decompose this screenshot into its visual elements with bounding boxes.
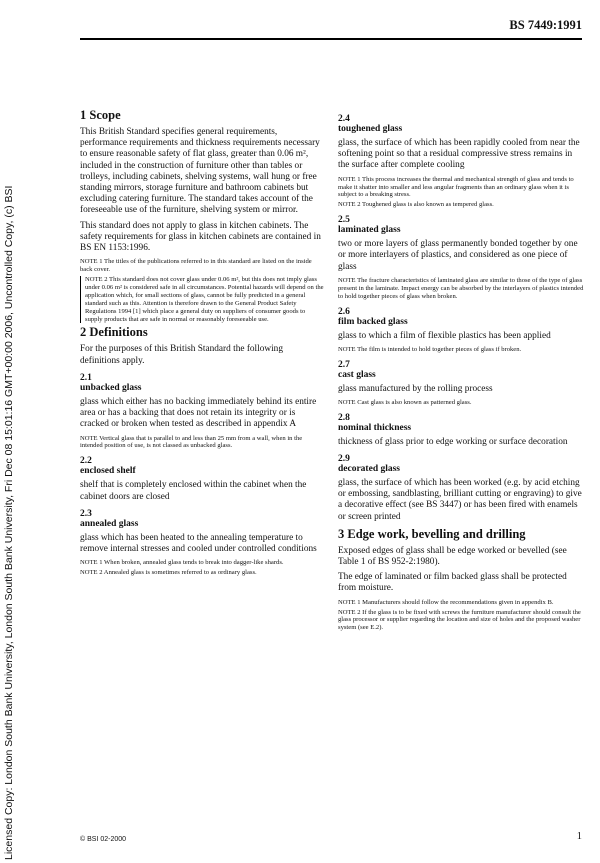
definition-number: 2.1 xyxy=(80,372,92,383)
note-paragraph: NOTE 2 This standard does not cover glass under 0.06 m², but this does not imply glass under 0.06 m² is considered safe in all circumstances. Potential hazards will depend on the application which, for small sections of glass, cannot be fully predicted in a general standard such as this. Attention is therefore drawn to the General Product Safety Regulations 1994 [1] which place a general duty on suppliers of consumer goods to supply products that are safe in normal or reasonably foreseeable use. xyxy=(80,276,324,323)
body-paragraph: For the purposes of this British Standard the following definitions apply. xyxy=(80,344,283,366)
definition-term: decorated glass xyxy=(338,463,401,474)
license-watermark xyxy=(2,0,16,863)
definition-number: 2.4 xyxy=(338,114,350,124)
note-paragraph: NOTE Vertical glass that is parallel to and less than 25 mm from a wall, when in the intended position of use, is not classed as unbacked glass. xyxy=(80,434,303,450)
body-paragraph: The edge of laminated or film backed glass shall be protected from moisture. xyxy=(338,572,567,594)
note-paragraph: NOTE 2 Annealed glass is sometimes referred to as ordinary glass. xyxy=(80,569,257,577)
body-paragraph: glass, the surface of which has been rapidly cooled from near the softening point so that a residual compressive stress remains in the surface after complete cooling xyxy=(338,138,580,171)
definition-term: enclosed shelf xyxy=(80,466,136,477)
note-paragraph: NOTE 2 Toughened glass is also known as tempered glass. xyxy=(338,201,494,209)
note-paragraph: NOTE 1 When broken, annealed glass tends to break into dagger-like shards. xyxy=(80,559,284,567)
note-paragraph: NOTE 2 If the glass is to be fixed with screws the furniture manufacturer should consult the glass processor or supplier regarding the location and size of holes and the proposed washer system (see E.2). xyxy=(338,608,581,632)
definition-term: cast glass xyxy=(338,369,376,380)
body-paragraph: glass to which a film of flexible plastics has been applied xyxy=(338,330,551,341)
body-paragraph: glass manufactured by the rolling process xyxy=(338,383,493,394)
body-paragraph: thickness of glass prior to edge working or surface decoration xyxy=(338,436,568,447)
definition-number: 2.3 xyxy=(80,508,92,519)
definition-number: 2.5 xyxy=(338,215,350,226)
body-paragraph: This British Standard specifies general requirements, performance requirements and thickness requirements necessary to ensure reasonable safety of flat glass, greater than 0.06 m², included in the construction of furniture other than tables or trolleys, including cabinets, shelving systems, wall hung or free standing mirrors, storage furniture and bathroom cabinets but excluding catering furniture. The standard takes account of the foreseeable use of the furniture, shelving system or mirror. xyxy=(80,127,320,216)
definition-number: 2.9 xyxy=(338,453,350,464)
note-paragraph: NOTE 1 The titles of the publications referred to in this standard are listed on the inside back cover. xyxy=(80,258,312,274)
definition-number: 2.2 xyxy=(80,456,92,467)
license-text: Licensed Copy: London South Bank University, London South Bank University, Fri Dec 08 15:01:16 GMT+00:00 2006, Uncontrolled Copy, (c) BSI xyxy=(3,185,15,860)
copyright-footer: © BSI 02-2000 xyxy=(80,836,127,843)
note-paragraph: NOTE 1 This process increases the thermal and mechanical strength of glass and tends to make it shatter into smaller and less angular fragments than an ordinary glass when it is subject to a breaking stress. xyxy=(338,175,574,199)
note-paragraph: NOTE The fracture characteristics of laminated glass are similar to those of the type of glass present in the laminate. Impact energy can be absorbed by the interlayers of plastics intended to hold together pieces of glass when broken. xyxy=(338,276,584,300)
note-paragraph: NOTE 1 Manufacturers should follow the recommendations given in appendix B. xyxy=(338,598,554,606)
section-heading: 2 Definitions xyxy=(80,325,148,340)
page-number: 1 xyxy=(576,831,582,842)
note-paragraph: NOTE Cast glass is also known as patterned glass. xyxy=(338,398,472,406)
definition-term: laminated glass xyxy=(338,225,401,236)
standard-number: BS 7449:1991 xyxy=(509,18,582,32)
right-column xyxy=(338,108,584,634)
section-heading: 3 Edge work, bevelling and drilling xyxy=(338,526,526,541)
definition-number: 2.6 xyxy=(338,306,350,317)
definition-term: annealed glass xyxy=(80,518,139,529)
header-rule xyxy=(80,38,582,40)
left-column xyxy=(80,108,324,579)
definition-term: unbacked glass xyxy=(80,382,142,393)
definition-term: film backed glass xyxy=(338,316,408,327)
body-paragraph: glass, the surface of which has been worked (e.g. by acid etching or embossing, sandblasting, brilliant cutting or engraving) to give a decorative effect (see BS 3447) or has been fired with enamels or screen printed xyxy=(338,477,582,522)
definition-number: 2.8 xyxy=(338,412,350,423)
section-heading: 1 Scope xyxy=(80,108,121,122)
note-paragraph: NOTE The film is intended to hold together pieces of glass if broken. xyxy=(338,345,522,353)
body-paragraph: glass which has been heated to the annealing temperature to remove internal stresses and cooled under controlled conditions xyxy=(80,532,317,554)
body-paragraph: This standard does not apply to glass in kitchen cabinets. The safety requirements for glass in kitchen cabinets are contained in BS EN 1153:1996. xyxy=(80,220,321,254)
definition-term: toughened glass xyxy=(338,124,403,134)
definition-term: nominal thickness xyxy=(338,422,412,433)
body-paragraph: shelf that is completely enclosed within the cabinet when the cabinet doors are closed xyxy=(80,480,307,502)
body-paragraph: Exposed edges of glass shall be edge worked or bevelled (see Table 1 of BS 952-2:1980). xyxy=(338,545,567,567)
body-paragraph: glass which either has no backing immediately behind its entire area or has a backing that does not retain its integrity or is cracked or broken when tested as described in appendix A xyxy=(80,396,317,430)
body-paragraph: two or more layers of glass permanently bonded together by one or more interlayers of plastics, and considered as one piece of glass xyxy=(338,239,578,272)
definition-number: 2.7 xyxy=(338,359,350,370)
